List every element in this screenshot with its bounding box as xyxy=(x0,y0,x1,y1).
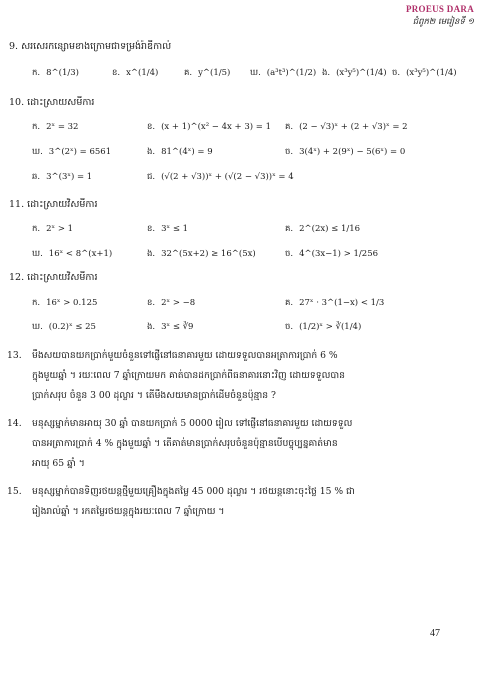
exercise-14 xyxy=(7,414,462,474)
exercise-14-number: 14. xyxy=(7,418,22,429)
exercise-11-title: 11. ដោះស្រាយវិសមីការ xyxy=(9,199,98,210)
ex12-option-a: ក. 16ˣ > 0.125 xyxy=(32,298,98,308)
exercise-15-number: 15. xyxy=(7,486,22,497)
ex13-line-3: ប្រាក់សរុប ចំនួន 3 00 ដុល្លារ ។ តើមឹងសយមានប្រាក់ដើមចំនួនប៉ុន្មាន ? xyxy=(32,390,276,401)
ex12-option-b: ខ. 2ˣ > −8 xyxy=(147,298,196,308)
ex11-option-c: គ. 2^(2x) ≤ 1/16 xyxy=(285,224,361,234)
ex14-line-3: អាយុ 65 ឆ្នាំ ។ xyxy=(32,458,85,469)
ex13-line-2: ក្នុងមួយឆ្នាំ ។ រយៈពេល 7 ឆ្នាំក្រោយមក គាត់បានដកប្រាក់ពីធនាគារនោះវិញ ដោយទទួលបាន xyxy=(32,370,345,381)
ex12-option-f: ច. (1/2)ˣ > ∛(1/4) xyxy=(285,322,362,332)
ex10-option-d: ឃ. 3^(2ˣ) = 6561 xyxy=(32,147,112,157)
exercise-12-title: 12. ដោះស្រាយវិសមីការ xyxy=(9,272,98,283)
ex14-line-2: បានអត្រាការប្រាក់ 4 % ក្នុងមួយឆ្នាំ ។ តើគាត់មានប្រាក់សរុបចំនួនប៉ុន្មានបើបច្ចុប្បន្នគាត់មាន xyxy=(32,438,338,449)
ex15-line-1: មនុស្សម្នាក់បានទិញរថយន្តថ្មីមួយគ្រឿងក្នុងតម្លៃ 45 000 ដុល្លារ ។ រថយន្តនោះចុះថ្លៃ 15 % ជា xyxy=(32,486,355,497)
ex11-option-e: ង. 32^(5x+2) ≥ 16^(5x) xyxy=(147,249,256,259)
ex10-option-e: ង. 81^(4ˣ) = 9 xyxy=(147,147,213,157)
ex10-option-f: ច. 3(4ˣ) + 2(9ˣ) − 5(6ˣ) = 0 xyxy=(285,147,406,157)
ex10-option-b: ខ. (x + 1)^(x² − 4x + 3) = 1 xyxy=(147,122,272,132)
exercise-10-title: 10. ដោះស្រាយសមីការ xyxy=(9,97,95,108)
ex11-option-b: ខ. 3ˣ ≤ 1 xyxy=(147,224,189,234)
ex11-option-a: ក. 2ˣ > 1 xyxy=(32,224,74,234)
ex14-line-1: មនុស្សម្នាក់មានអាយុ 30 ឆ្នាំ បានយកប្រាក់ 5 0000 រៀល ទៅផ្ញើនៅធនាគារមួយ ដោយទទួល xyxy=(32,418,353,429)
ex9-option-e: ង. (x³y⁵)^(1/4) xyxy=(322,68,387,78)
ex9-option-c: គ. y^(1/5) xyxy=(184,68,231,78)
exercise-9-title: 9. សរសេរកន្សោមខាងក្រោមជាទម្រង់រ៉ាឌីកាល់ xyxy=(9,41,172,52)
ex12-option-c: គ. 27ˣ · 3^(1−x) < 1/3 xyxy=(285,298,385,308)
ex9-option-b: ខ. x^(1/4) xyxy=(112,68,159,78)
ex10-option-a: ក. 2ˣ = 32 xyxy=(32,122,79,132)
ex9-option-a: ក. 8^(1/3) xyxy=(32,68,79,78)
ex12-option-d: ឃ. (0.2)ˣ ≤ 25 xyxy=(32,322,96,332)
brand-label: PROEUS DARA xyxy=(405,4,474,14)
chapter-label: ជំពូក២ មេរៀនទី ១ xyxy=(412,17,474,27)
ex10-option-g: ឆ. 3^(3ˣ) = 1 xyxy=(32,172,93,182)
ex11-option-d: ឃ. 16ˣ < 8^(x+1) xyxy=(32,249,113,259)
exercise-13 xyxy=(7,346,462,406)
ex10-option-c: គ. (2 − √3)ˣ + (2 + √3)ˣ = 2 xyxy=(285,122,408,132)
ex11-option-f: ច. 4^(3x−1) > 1/256 xyxy=(285,249,379,259)
ex12-option-e: ង. 3ˣ ≤ ∛9 xyxy=(147,322,194,332)
exercise-15 xyxy=(7,482,462,522)
ex9-option-d: ឃ. (a³t³)^(1/2) xyxy=(250,68,317,78)
page-number: 47 xyxy=(430,628,440,639)
ex10-option-h: ជ. (√(2 + √3))ˣ + (√(2 − √3))ˣ = 4 xyxy=(147,172,294,182)
ex9-option-f: ច. (x³y⁵)^(1/4) xyxy=(392,68,457,78)
ex13-line-1: មឹងសយបានយកប្រាក់មួយចំនួនទៅផ្ញើនៅធនាគារមួយ ដោយទទួលបានអត្រាការប្រាក់ 6 % xyxy=(32,350,338,361)
exercise-13-number: 13. xyxy=(7,350,22,361)
ex15-line-2: រៀងរាល់ឆ្នាំ ។ រកតម្លៃរថយន្តក្នុងរយៈពេល 7 ឆ្នាំក្រោយ ។ xyxy=(32,506,225,517)
